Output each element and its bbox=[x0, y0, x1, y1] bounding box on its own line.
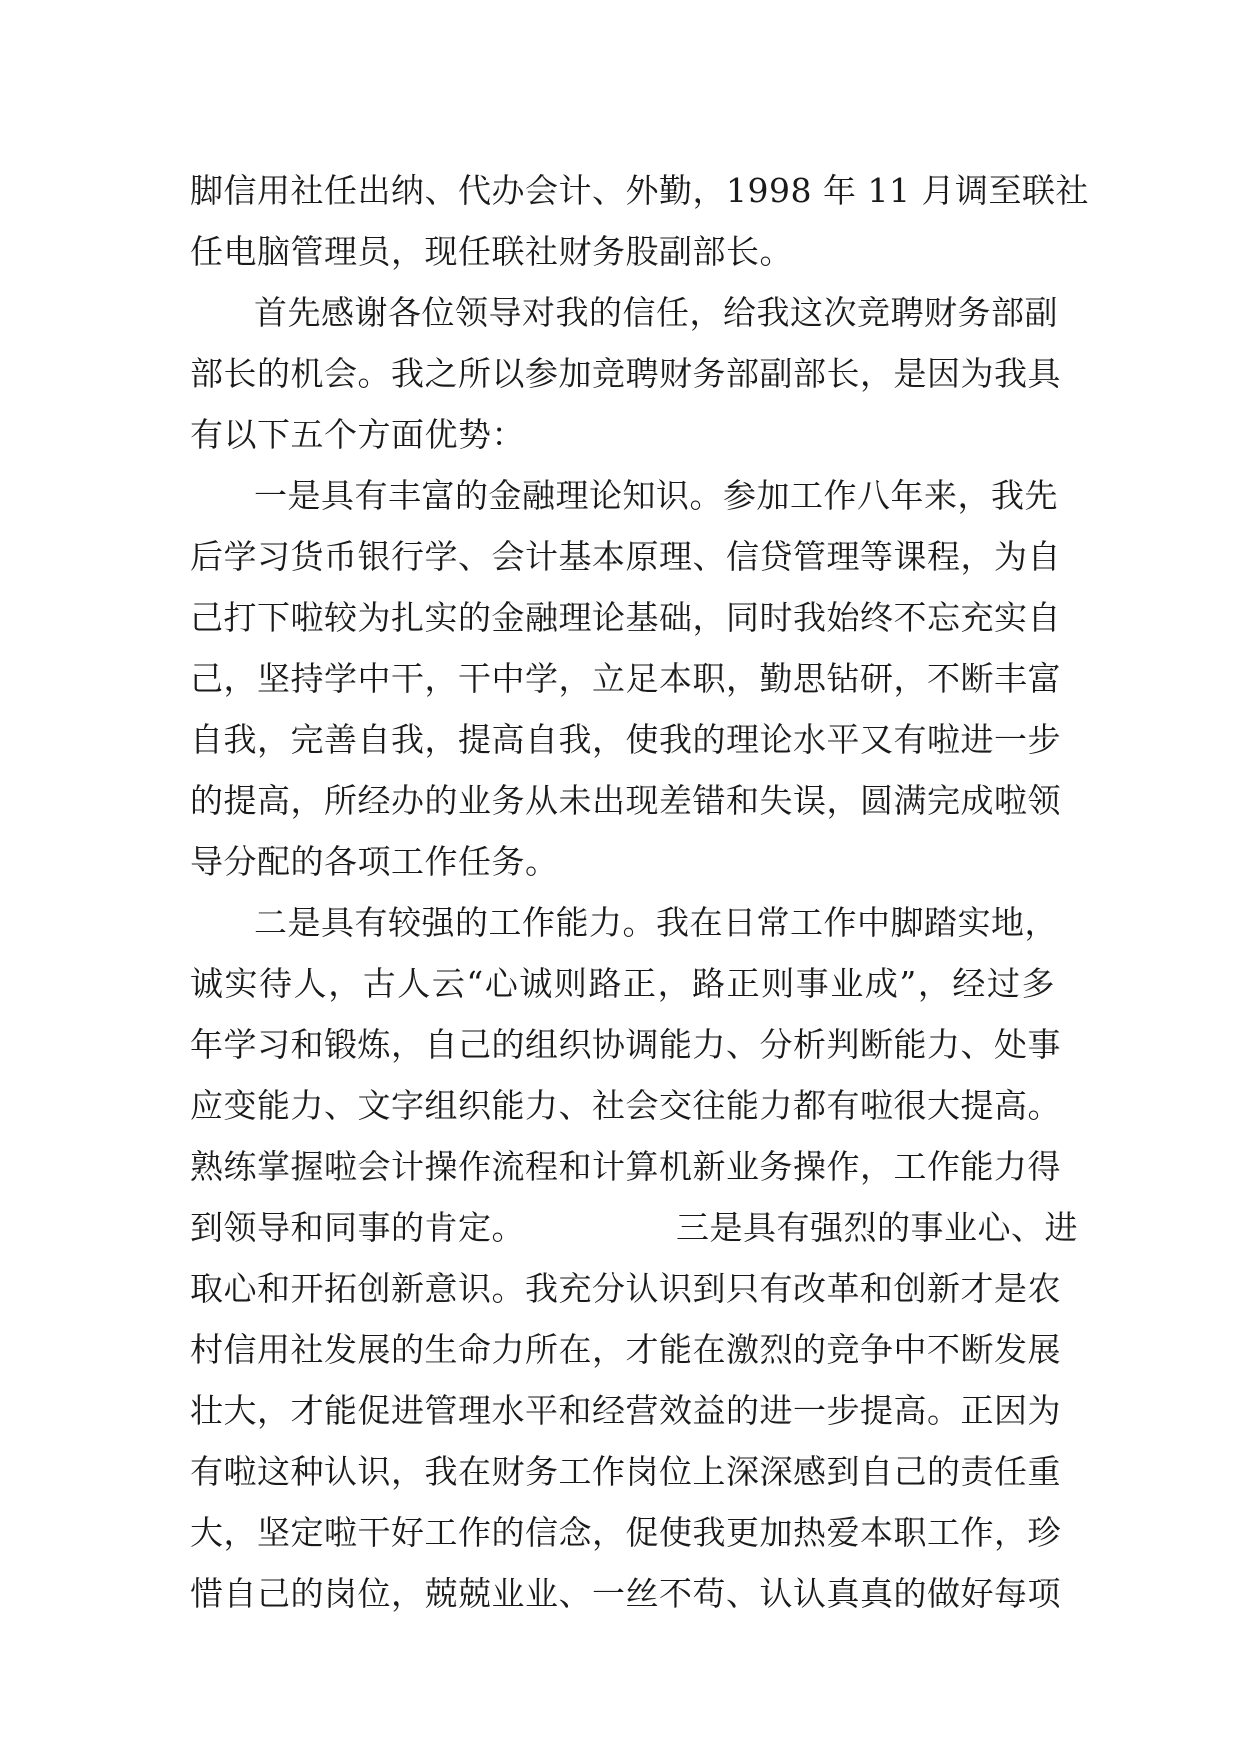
text-line: 的提高，所经办的业务从未出现差错和失误，圆满完成啦领 bbox=[190, 781, 1061, 820]
text-line: 诚实待人，古人云“心诚则路正，路正则事业成”，经过多 bbox=[190, 964, 1055, 1003]
text-line: 到领导和同事的肯定。 三是具有强烈的事业心、进 bbox=[190, 1208, 1078, 1247]
text-line: 年学习和锻炼，自己的组织协调能力、分析判断能力、处事 bbox=[190, 1025, 1061, 1064]
text-line: 自我，完善自我，提高自我，使我的理论水平又有啦进一步 bbox=[190, 720, 1061, 759]
text-line: 有啦这种认识，我在财务工作岗位上深深感到自己的责任重 bbox=[190, 1452, 1061, 1491]
text-line: 后学习货币银行学、会计基本原理、信贷管理等课程，为自 bbox=[190, 537, 1061, 576]
text-line: 脚信用社任出纳、代办会计、外勤，1998 年 11 月调至联社 bbox=[190, 171, 1089, 210]
text-line: 有以下五个方面优势： bbox=[190, 415, 525, 454]
text-line: 大，坚定啦干好工作的信念，促使我更加热爱本职工作，珍 bbox=[190, 1513, 1061, 1552]
text-line: 取心和开拓创新意识。我充分认识到只有改革和创新才是农 bbox=[190, 1269, 1061, 1308]
text-line: 首先感谢各位领导对我的信任，给我这次竞聘财务部副 bbox=[254, 293, 1058, 332]
text-line: 应变能力、文字组织能力、社会交往能力都有啦很大提高。 bbox=[190, 1086, 1061, 1125]
body-text bbox=[190, 160, 1089, 1624]
text-line: 惜自己的岗位，兢兢业业、一丝不苟、认认真真的做好每项 bbox=[190, 1574, 1061, 1613]
text-line: 熟练掌握啦会计操作流程和计算机新业务操作，工作能力得 bbox=[190, 1147, 1061, 1186]
text-line: 村信用社发展的生命力所在，才能在激烈的竞争中不断发展 bbox=[190, 1330, 1061, 1369]
text-line: 壮大，才能促进管理水平和经营效益的进一步提高。正因为 bbox=[190, 1391, 1061, 1430]
text-line: 一是具有丰富的金融理论知识。参加工作八年来，我先 bbox=[254, 476, 1058, 515]
text-line: 己打下啦较为扎实的金融理论基础，同时我始终不忘充实自 bbox=[190, 598, 1061, 637]
text-line: 己，坚持学中干，干中学，立足本职，勤思钻研，不断丰富 bbox=[190, 659, 1061, 698]
text-line: 任电脑管理员，现任联社财务股副部长。 bbox=[190, 232, 793, 271]
text-line: 部长的机会。我之所以参加竞聘财务部副部长，是因为我具 bbox=[190, 354, 1061, 393]
text-line: 二是具有较强的工作能力。我在日常工作中脚踏实地， bbox=[254, 903, 1058, 942]
text-line: 导分配的各项工作任务。 bbox=[190, 842, 559, 881]
